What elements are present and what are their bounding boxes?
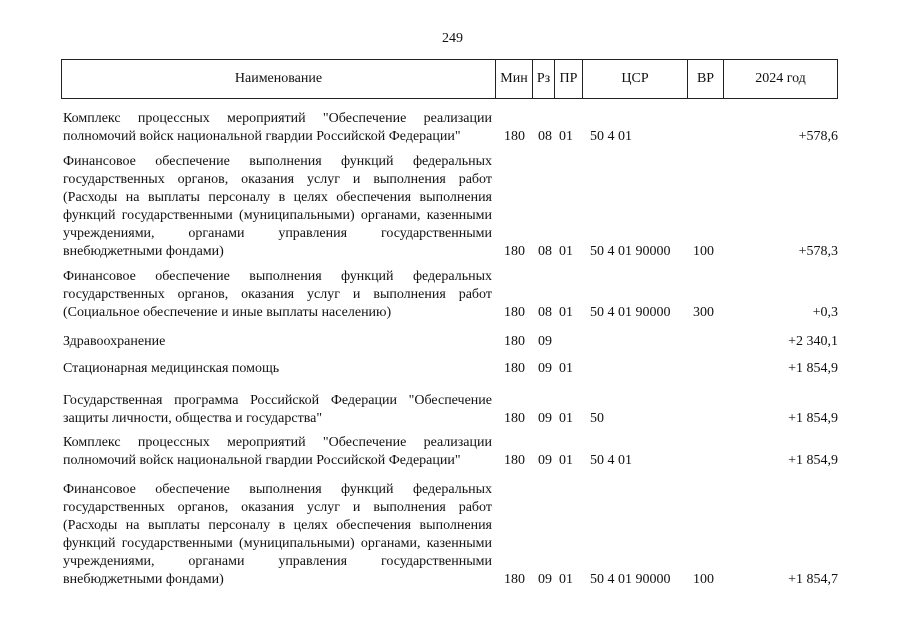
row-pr: 01 [559, 305, 573, 320]
row-rz: 09 [538, 411, 552, 426]
row-rz: 09 [538, 453, 552, 468]
row-rz: 08 [538, 129, 552, 144]
row-amount: +1 854,9 [788, 411, 838, 426]
row-pr: 01 [559, 572, 573, 587]
row-csr: 50 [590, 411, 604, 426]
header-min: Мин [496, 60, 533, 99]
header-rz: Рз [533, 60, 555, 99]
header-pr: ПР [555, 60, 583, 99]
table-row [0, 481, 905, 589]
row-amount: +0,3 [812, 305, 838, 320]
row-csr: 50 4 01 [590, 129, 632, 144]
table-row [0, 392, 905, 428]
table-row [0, 268, 905, 322]
row-name: Финансовое обеспечение выполнения функций федеральных государственных органов, оказания услуг и выполнения работ (Расходы на выплаты персоналу в целях обеспечения выполнения функций государственными (муниципальными) органами, казенными учреждениями, органами управления государственными внебюджетными фондами) [63, 154, 492, 259]
row-min: 180 [504, 572, 525, 587]
row-name: Комплекс процессных мероприятий "Обеспечение реализации полномочий войск национальной гвардии Российской Федерации" [63, 111, 492, 144]
row-name: Здравоохранение [63, 334, 166, 349]
header-csr: ЦСР [583, 60, 688, 99]
row-name: Финансовое обеспечение выполнения функций федеральных государственных органов, оказания услуг и выполнения работ (Социальное обеспечение и иные выплаты населению) [63, 269, 492, 320]
header-name: Наименование [62, 60, 496, 99]
row-pr: 01 [559, 129, 573, 144]
row-pr: 01 [559, 244, 573, 259]
row-name: Финансовое обеспечение выполнения функций федеральных государственных органов, оказания услуг и выполнения работ (Расходы на выплаты персоналу в целях обеспечения выполнения функций государственными (муниципальными) органами, казенными учреждениями, органами управления государственными внебюджетными фондами) [63, 482, 492, 587]
header-year: 2024 год [724, 60, 838, 99]
table-row [0, 110, 905, 146]
row-vr: 300 [693, 305, 714, 320]
row-rz: 08 [538, 305, 552, 320]
row-csr: 50 4 01 [590, 453, 632, 468]
row-name: Государственная программа Российской Федерации "Обеспечение защиты личности, общества и государства" [63, 393, 492, 426]
table-row [0, 360, 905, 378]
table-row [0, 153, 905, 261]
row-pr: 01 [559, 361, 573, 376]
header-vr: ВР [688, 60, 724, 99]
row-rz: 08 [538, 244, 552, 259]
page-number: 249 [442, 31, 463, 46]
row-rz: 09 [538, 572, 552, 587]
row-rz: 09 [538, 361, 552, 376]
row-pr: 01 [559, 453, 573, 468]
row-name: Комплекс процессных мероприятий "Обеспечение реализации полномочий войск национальной гвардии Российской Федерации" [63, 435, 492, 468]
table-row [0, 333, 905, 351]
row-min: 180 [504, 305, 525, 320]
row-csr: 50 4 01 90000 [590, 572, 671, 587]
row-csr: 50 4 01 90000 [590, 244, 671, 259]
row-amount: +1 854,9 [788, 453, 838, 468]
row-min: 180 [504, 334, 525, 349]
row-pr: 01 [559, 411, 573, 426]
row-name: Стационарная медицинская помощь [63, 361, 280, 376]
row-amount: +1 854,9 [788, 361, 838, 376]
row-amount: +578,6 [798, 129, 838, 144]
table-row [0, 434, 905, 470]
row-min: 180 [504, 244, 525, 259]
row-min: 180 [504, 129, 525, 144]
row-rz: 09 [538, 334, 552, 349]
row-amount: +1 854,7 [788, 572, 838, 587]
row-min: 180 [504, 453, 525, 468]
row-csr: 50 4 01 90000 [590, 305, 671, 320]
row-vr: 100 [693, 572, 714, 587]
row-amount: +2 340,1 [788, 334, 838, 349]
row-vr: 100 [693, 244, 714, 259]
row-min: 180 [504, 361, 525, 376]
row-min: 180 [504, 411, 525, 426]
row-amount: +578,3 [798, 244, 838, 259]
